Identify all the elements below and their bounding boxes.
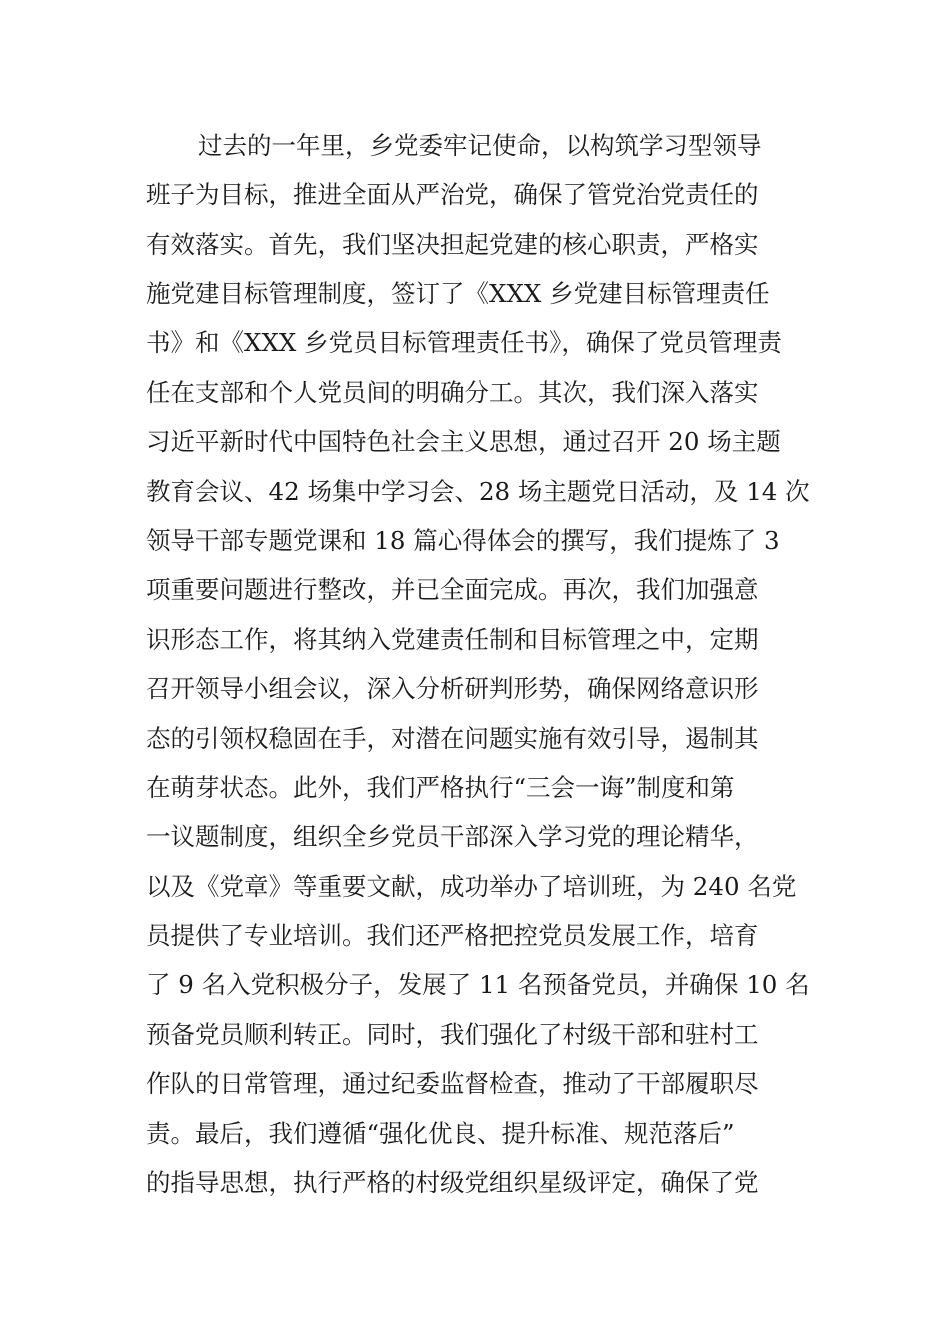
paragraph-line: 任在支部和个人党员间的明确分工。其次，我们深入落实 xyxy=(146,378,759,407)
paragraph-line: 召开领导小组会议，深入分析研判形势，确保网络意识形 xyxy=(146,674,759,703)
paragraph-line: 班子为目标，推进全面从严治党，确保了管党治党责任的 xyxy=(146,180,759,209)
paragraph-line: 在萌芽状态。此外，我们严格执行“三会一诲”制度和第 xyxy=(146,773,735,802)
paragraph-line: 项重要问题进行整改，并已全面完成。再次，我们加强意 xyxy=(146,575,759,604)
paragraph-line: 识形态工作，将其纳入党建责任制和目标管理之中，定期 xyxy=(146,625,759,654)
paragraph-line: 一议题制度，组织全乡党员干部深入学习党的理论精华， xyxy=(146,822,759,851)
paragraph-line: 习近平新时代中国特色社会主义思想，通过召开 20 场主题 xyxy=(146,427,781,456)
paragraph-line: 施党建目标管理制度，签订了《XXX 乡党建目标管理责任 xyxy=(146,279,770,308)
paragraph-line: 作队的日常管理，通过纪委监督检查，推动了干部履职尽 xyxy=(146,1069,759,1098)
paragraph-line: 责。最后，我们遵循“强化优良、提升标准、规范落后” xyxy=(146,1119,735,1148)
paragraph-line: 书》和《XXX 乡党员目标管理责任书》，确保了党员管理责 xyxy=(146,328,782,357)
paragraph-line: 预备党员顺利转正。同时，我们强化了村级干部和驻村工 xyxy=(146,1020,759,1049)
paragraph-line: 了 9 名入党积极分子，发展了 11 名预备党员，并确保 10 名 xyxy=(146,970,810,999)
paragraph-line: 的指导思想，执行严格的村级党组织星级评定，确保了党 xyxy=(146,1168,759,1197)
paragraph-line: 态的引领权稳固在手，对潜在问题实施有效引导，遏制其 xyxy=(146,724,759,753)
paragraph-line: 过去的一年里，乡党委牢记使命，以构筑学习型领导 xyxy=(198,131,762,160)
paragraph-line: 教育会议、42 场集中学习会、28 场主题党日活动，及 14 次 xyxy=(146,477,810,506)
paragraph-line: 有效落实。首先，我们坚决担起党建的核心职责，严格实 xyxy=(146,230,759,259)
paragraph-line: 以及《党章》等重要文献，成功举办了培训班，为 240 名党 xyxy=(146,872,797,901)
paragraph-line: 领导干部专题党课和 18 篇心得体会的撰写，我们提炼了 3 xyxy=(146,526,780,555)
paragraph-line: 员提供了专业培训。我们还严格把控党员发展工作，培育 xyxy=(146,921,759,950)
